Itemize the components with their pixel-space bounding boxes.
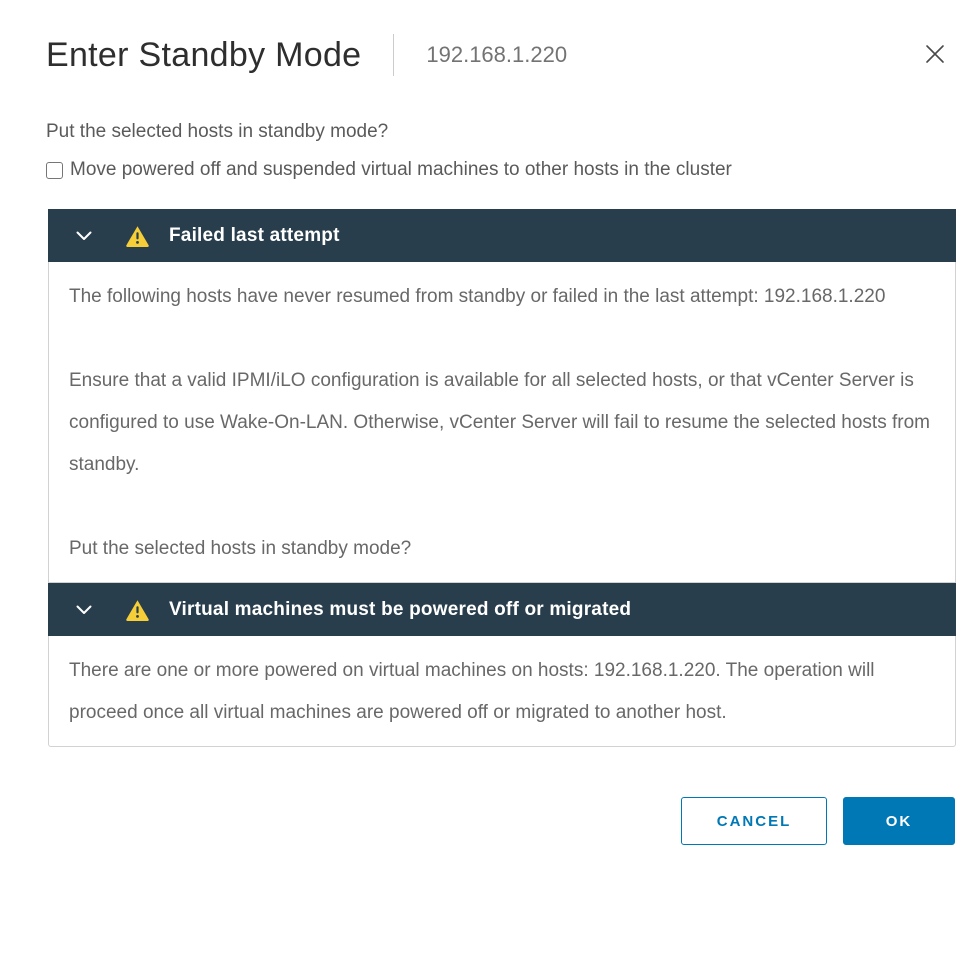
- accordion-body-vms-powered-off: [48, 636, 956, 747]
- enter-standby-mode-dialog: [0, 34, 968, 970]
- title-divider: [393, 34, 394, 76]
- move-vms-checkbox[interactable]: [46, 162, 63, 179]
- warning-paragraph: There are one or more powered on virtual machines on hosts: 192.168.1.220. The operation will proceed once all virtual machines are powered off or migrated to another host.: [69, 660, 875, 723]
- warning-paragraph: The following hosts have never resumed from standby or failed in the last attempt: 192.168.1.220: [69, 286, 886, 307]
- standby-question-text: Put the selected hosts in standby mode?: [46, 121, 389, 142]
- close-button[interactable]: [918, 38, 952, 72]
- chevron-down-icon: [76, 231, 92, 241]
- cancel-button[interactable]: CANCEL: [681, 797, 827, 845]
- dialog-subtitle-host-ip: 192.168.1.220: [426, 42, 568, 67]
- warning-triangle-icon: [125, 225, 150, 247]
- dialog-footer: [0, 797, 955, 845]
- accordion-title: Virtual machines must be powered off or migrated: [169, 598, 632, 620]
- warning-triangle-icon: [125, 599, 150, 621]
- accordion-title: Failed last attempt: [169, 224, 340, 246]
- accordion-body-failed-last-attempt: [48, 262, 956, 583]
- move-vms-checkbox-label[interactable]: Move powered off and suspended virtual machines to other hosts in the cluster: [70, 159, 732, 180]
- close-icon: [924, 43, 946, 68]
- accordion-header-failed-last-attempt[interactable]: [48, 209, 956, 262]
- warning-paragraph: Ensure that a valid IPMI/iLO configuration is available for all selected hosts, or that vCenter Server is configured to use Wake-On-LAN. Otherwise, vCenter Server will fail to resume the selected hosts from standby.: [69, 370, 930, 475]
- chevron-down-icon: [76, 605, 92, 615]
- move-vms-checkbox-row: [46, 159, 948, 181]
- page-title: Enter Standby Mode: [46, 35, 362, 74]
- ok-button[interactable]: OK: [843, 797, 955, 845]
- warning-paragraph: Put the selected hosts in standby mode?: [69, 538, 412, 559]
- dialog-header: [46, 34, 952, 76]
- accordion-header-vms-powered-off[interactable]: [48, 583, 956, 636]
- warnings-accordion: [48, 209, 956, 747]
